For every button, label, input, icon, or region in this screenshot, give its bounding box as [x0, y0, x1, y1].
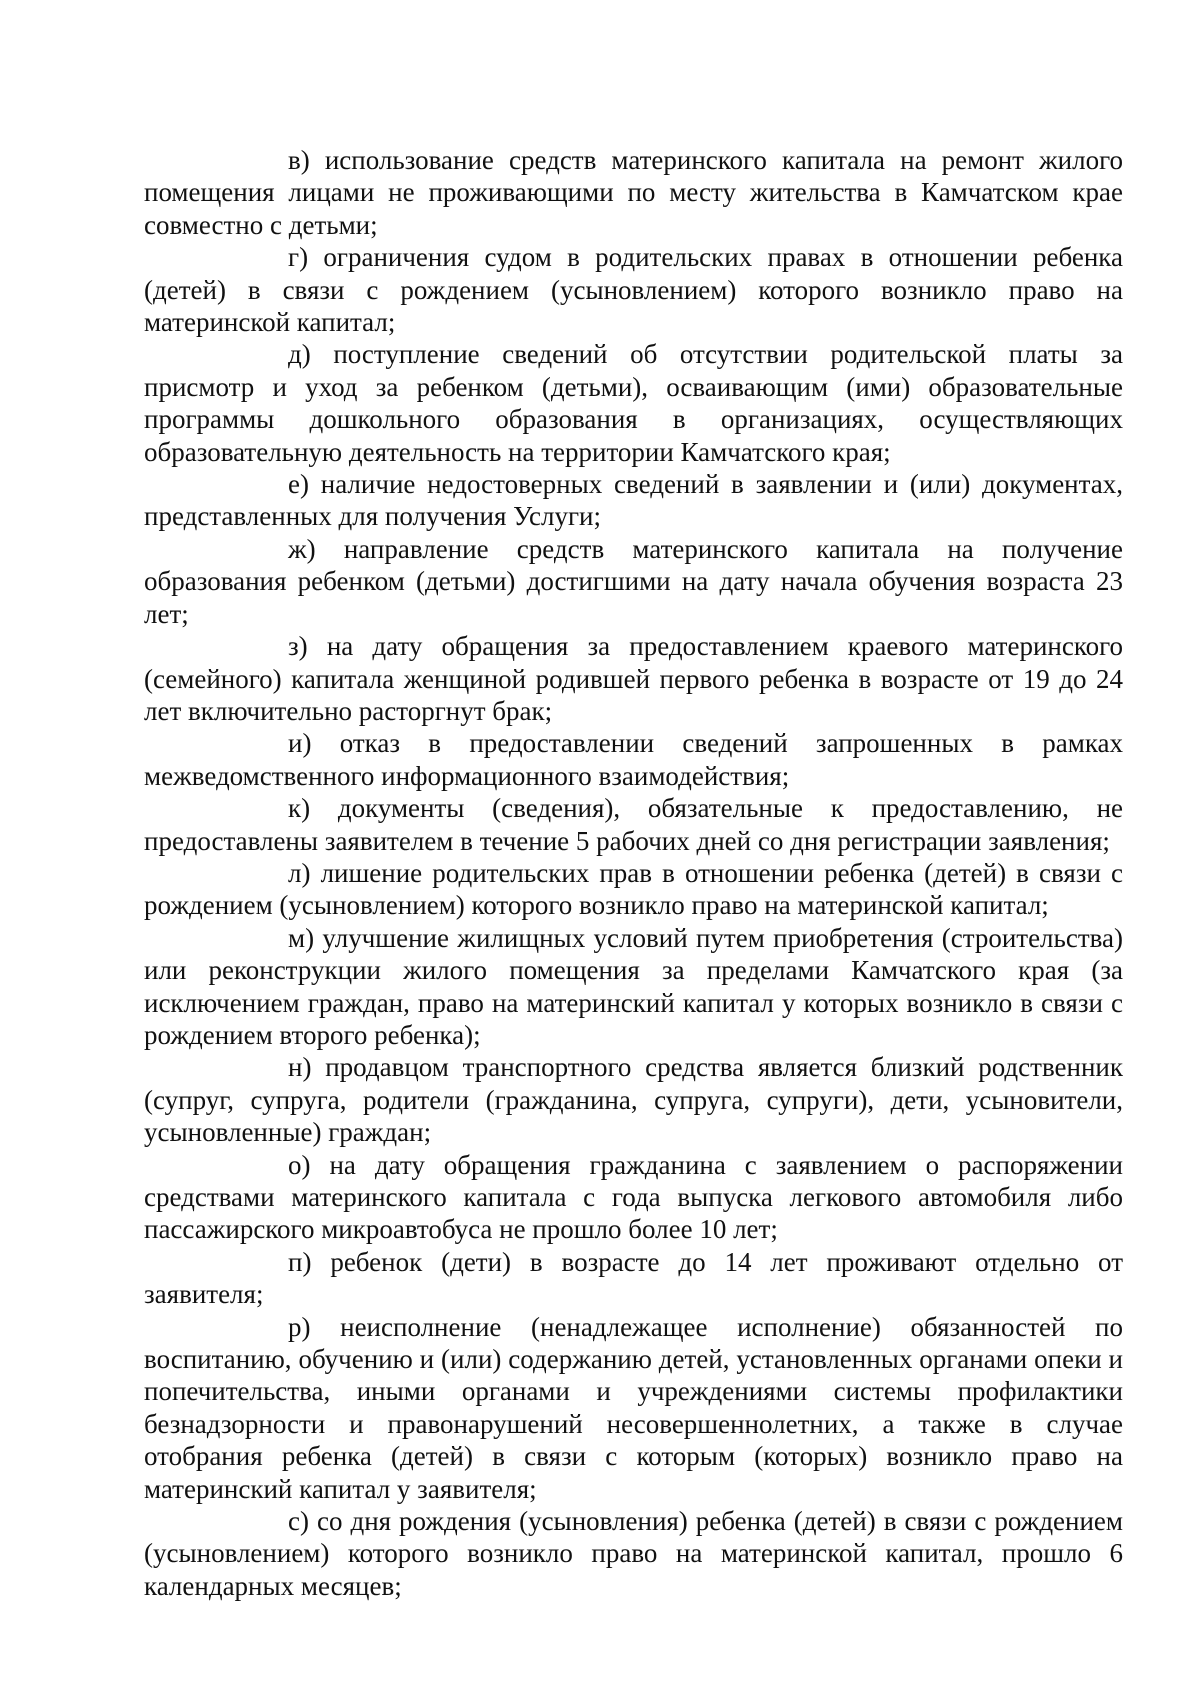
item-letter: п) — [288, 1246, 312, 1277]
list-item-g — [144, 241, 1123, 338]
list-item-v — [144, 144, 1123, 241]
item-text: продавцом транспортного средства является близкий родственник (супруг, супруга, родители (гражданина, супруга, супруги), дети, усыновители, усыновленные) граждан; — [144, 1052, 1123, 1148]
list-item-d — [144, 338, 1123, 468]
list-item-k — [144, 792, 1123, 857]
document-body — [144, 144, 1123, 1602]
item-letter: н) — [288, 1052, 312, 1083]
item-letter: о) — [288, 1149, 311, 1180]
item-letter: д) — [288, 339, 311, 370]
item-text: ограничения судом в родительских правах в отношении ребенка (детей) в связи с рождением (усыновлением) которого возникло право на материнской капитал; — [144, 242, 1123, 338]
item-text: неисполнение (ненадлежащее исполнение) обязанностей по воспитанию, обучению и (или) содержанию детей, установленных органами опеки и попечительства, иными органами и учреждениями системы профилактики безнадзорности и правонарушений несовершеннолетних, а также в случае отобрания ребенка (детей) в связи с которым (которых) возникло право на материнский капитал у заявителя; — [144, 1311, 1123, 1504]
list-item-s — [144, 1505, 1123, 1602]
item-letter: к) — [288, 793, 311, 824]
list-item-o — [144, 1149, 1123, 1246]
item-text: со дня рождения (усыновления) ребенка (детей) в связи с рождением (усыновлением) которого возникло право на материнской капитал, прошло 6 календарных месяцев; — [144, 1506, 1124, 1601]
item-letter: л) — [288, 857, 311, 888]
list-item-l — [144, 857, 1123, 922]
item-text: на дату обращения за предоставлением краевого материнского (семейного) капитала женщиной родившей первого ребенка в возрасте от 19 до 24 лет включительно расторгнут брак; — [144, 631, 1124, 726]
list-item-e — [144, 468, 1123, 533]
item-text: наличие недостоверных сведений в заявлении и (или) документах, представленных для получения Услуги; — [144, 469, 1123, 532]
list-item-zh — [144, 533, 1123, 630]
item-letter: ж) — [288, 533, 316, 564]
item-letter: г) — [288, 242, 309, 273]
item-text: на дату обращения гражданина с заявлением о распоряжении средствами материнского капитала с года выпуска легкового автомобиля либо пассажирского микроавтобуса не прошло более 10 лет; — [144, 1149, 1123, 1245]
item-text: использование средств материнского капитала на ремонт жилого помещения лицами не проживающими по месту жительства в Камчатском крае совместно с детьми; — [144, 145, 1123, 240]
item-text: поступление сведений об отсутствии родительской платы за присмотр и уход за ребенком (детьми), осваивающим (ими) образовательные программы дошкольного образования в организациях, осуществляющих образовательную деятельность на территории Камчатского края; — [144, 339, 1124, 467]
list-item-z — [144, 630, 1123, 727]
item-text: документы (сведения), обязательные к предоставлению, не предоставлены заявителем в течение 5 рабочих дней со дня регистрации заявления; — [144, 793, 1124, 856]
list-item-m — [144, 922, 1123, 1052]
list-item-i — [144, 727, 1123, 792]
item-letter: м) — [288, 922, 315, 953]
item-text: улучшение жилищных условий путем приобретения (строительства) или реконструкции жилого помещения за пределами Камчатского края (за исключением граждан, право на материнский капитал у которых возникло в связи с рождением второго ребенка); — [144, 922, 1123, 1050]
item-text: направление средств материнского капитала на получение образования ребенком (детьми) достигшими на дату начала обучения возраста 23 лет; — [144, 533, 1123, 629]
item-text: отказ в предоставлении сведений запрошенных в рамках межведомственного информационного взаимодействия; — [144, 728, 1124, 791]
item-letter: з) — [288, 631, 308, 662]
list-item-p — [144, 1246, 1123, 1311]
list-item-n — [144, 1051, 1123, 1148]
item-text: лишение родительских прав в отношении ребенка (детей) в связи с рождением (усыновлением) которого возникло право на материнской капитал; — [144, 857, 1124, 921]
item-letter: с) — [288, 1506, 309, 1537]
item-letter: е) — [288, 469, 309, 500]
item-letter: в) — [288, 145, 310, 175]
item-letter: р) — [288, 1311, 311, 1342]
item-letter: и) — [288, 728, 312, 759]
item-text: ребенок (дети) в возрасте до 14 лет проживают отдельно от заявителя; — [144, 1246, 1123, 1310]
list-item-r — [144, 1311, 1123, 1505]
